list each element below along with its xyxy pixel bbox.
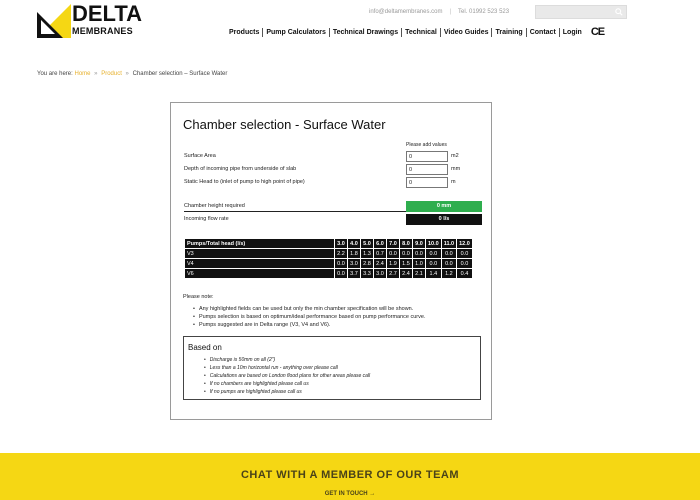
breadcrumb-product[interactable]: Product [101,71,122,77]
table-cell: 0.0 [335,259,348,269]
email-link[interactable]: info@deltamembranes.com [369,9,443,15]
based-on-list [204,357,370,397]
table-cell: 2.1 [413,269,426,279]
table-header-cell: 11.0 [441,239,456,249]
chat-footer-banner [0,453,700,500]
delta-logo-icon [37,4,71,38]
list-item: • Less than a 10m horizontal run - anything over please call [204,365,370,373]
breadcrumb-prefix: You are here: [37,71,73,77]
table-cell: 3.3 [361,269,374,279]
contact-separator: | [449,9,452,15]
flow-rate-value: 0 l/s [406,214,482,225]
table-header-cell: 9.0 [413,239,426,249]
table-cell: 2.8 [361,259,374,269]
table-cell: V4 [185,259,335,269]
table-cell: 1.5 [400,259,413,269]
breadcrumb [37,71,227,77]
nav-technical-drawings[interactable]: Technical Drawings [332,28,399,36]
table-header-cell: 5.0 [361,239,374,249]
nav-video-guides[interactable]: Video Guides [443,28,489,36]
static-head-row [184,177,484,188]
breadcrumb-home[interactable]: Home [74,71,91,77]
based-on-box [183,336,481,400]
table-cell: 0.0 [441,259,456,269]
list-item: • Pumps selection is based on optimum/ideal performance based on pump performance curve. [193,314,425,322]
list-item: • Calculations are based on London flood plans for other areas please call [204,373,370,381]
static-head-label: Static Head to (inlet of pump to high point of pipe) [184,179,305,185]
nav-training[interactable]: Training [495,28,523,36]
table-cell: 0.0 [426,259,442,269]
table-header-cell: 3.0 [335,239,348,249]
table-header-cell: Pumps/Total head (l/s) [185,239,335,249]
chamber-calculator-card [170,102,492,420]
list-item: • Any highlighted fields can be used but only the min chamber specification will be shown. [193,306,425,314]
table-cell: 3.0 [374,269,387,279]
table-cell: 0.0 [387,249,400,259]
static-head-unit: m [451,179,456,185]
table-cell: 0.4 [457,269,473,279]
breadcrumb-current: Chamber selection – Surface Water [132,71,228,77]
table-header-cell: 8.0 [400,239,413,249]
table-cell: 2.4 [374,259,387,269]
search-input[interactable] [535,5,627,19]
table-header-cell: 7.0 [387,239,400,249]
search-icon[interactable] [615,8,623,16]
table-cell: 0.0 [457,249,473,259]
nav-products[interactable]: Products [229,28,260,36]
pipe-depth-unit: mm [451,166,461,172]
pipe-depth-row [184,164,484,175]
nav-login[interactable]: Login [562,28,582,36]
flow-rate-row [184,214,482,225]
table-row [185,269,473,279]
list-item: • Pumps suggested are in Delta range (V3, V4 and V6). [193,322,425,330]
contact-line [369,9,509,15]
table-cell: 1.2 [441,269,456,279]
table-cell: 1.9 [387,259,400,269]
table-cell: 0.7 [374,249,387,259]
chamber-height-value: 0 mm [406,201,482,212]
list-item: • If no pumps are highlighted please call us [204,389,370,397]
table-header-cell: 4.0 [348,239,361,249]
table-cell: 2.7 [387,269,400,279]
table-cell: 0.0 [400,249,413,259]
table-header-cell: 10.0 [426,239,442,249]
pipe-depth-label: Depth of incoming pipe from underside of slab [184,166,297,172]
flow-rate-label: Incoming flow rate [184,216,229,222]
logo-wordmark-membranes: MEMBRANES [72,26,133,36]
get-in-touch-link[interactable]: GET IN TOUCH → [324,491,376,497]
table-cell: 3.7 [348,269,361,279]
note-list [193,306,425,330]
ce-mark-icon: CE [590,26,605,38]
main-nav [226,26,604,38]
table-row [185,259,473,269]
table-cell: 0.0 [441,249,456,259]
phone-link[interactable]: Tel. 01992 523 523 [458,9,510,15]
table-cell: 1.4 [426,269,442,279]
table-cell: 1.0 [413,259,426,269]
add-values-hint: Please add values [406,142,447,148]
nav-technical[interactable]: Technical [405,28,437,36]
table-cell: V6 [185,269,335,279]
footer-title: CHAT WITH A MEMBER OF OUR TEAM [240,469,460,481]
site-header [0,0,700,60]
table-cell: 2.4 [400,269,413,279]
logo-wordmark-delta: DELTA [72,1,143,26]
table-cell: 1.8 [348,249,361,259]
chamber-height-label: Chamber height required [184,203,245,209]
list-item: • Discharge is 50mm on all (2") [204,357,370,365]
static-head-input[interactable] [406,177,448,188]
table-cell: 0.0 [457,259,473,269]
table-cell: 0.0 [426,249,442,259]
table-header-cell: 12.0 [457,239,473,249]
page-title: Chamber selection - Surface Water [183,117,386,132]
table-cell: 0.0 [413,249,426,259]
surface-area-input[interactable] [406,151,448,162]
table-header-row [185,239,473,249]
pipe-depth-input[interactable] [406,164,448,175]
chamber-height-row [184,201,482,212]
based-on-title: Based on [188,343,222,352]
pump-head-table [184,238,473,279]
list-item: • If no chambers are highlighted please call us [204,381,370,389]
nav-pump-calculators[interactable]: Pump Calculators [266,28,326,36]
table-cell: 3.0 [348,259,361,269]
note-title: Please note: [183,294,214,300]
table-header-cell: 6.0 [374,239,387,249]
surface-area-label: Surface Area [184,153,216,159]
breadcrumb-separator: » [125,71,129,77]
table-cell: 1.3 [361,249,374,259]
table-cell: 2.2 [335,249,348,259]
surface-area-unit: m2 [451,153,459,159]
breadcrumb-separator: » [94,71,98,77]
surface-area-row [184,151,484,162]
delta-membranes-logo[interactable] [37,1,143,40]
nav-contact[interactable]: Contact [529,28,556,36]
table-row [185,249,473,259]
table-cell: 0.0 [335,269,348,279]
table-cell: V3 [185,249,335,259]
